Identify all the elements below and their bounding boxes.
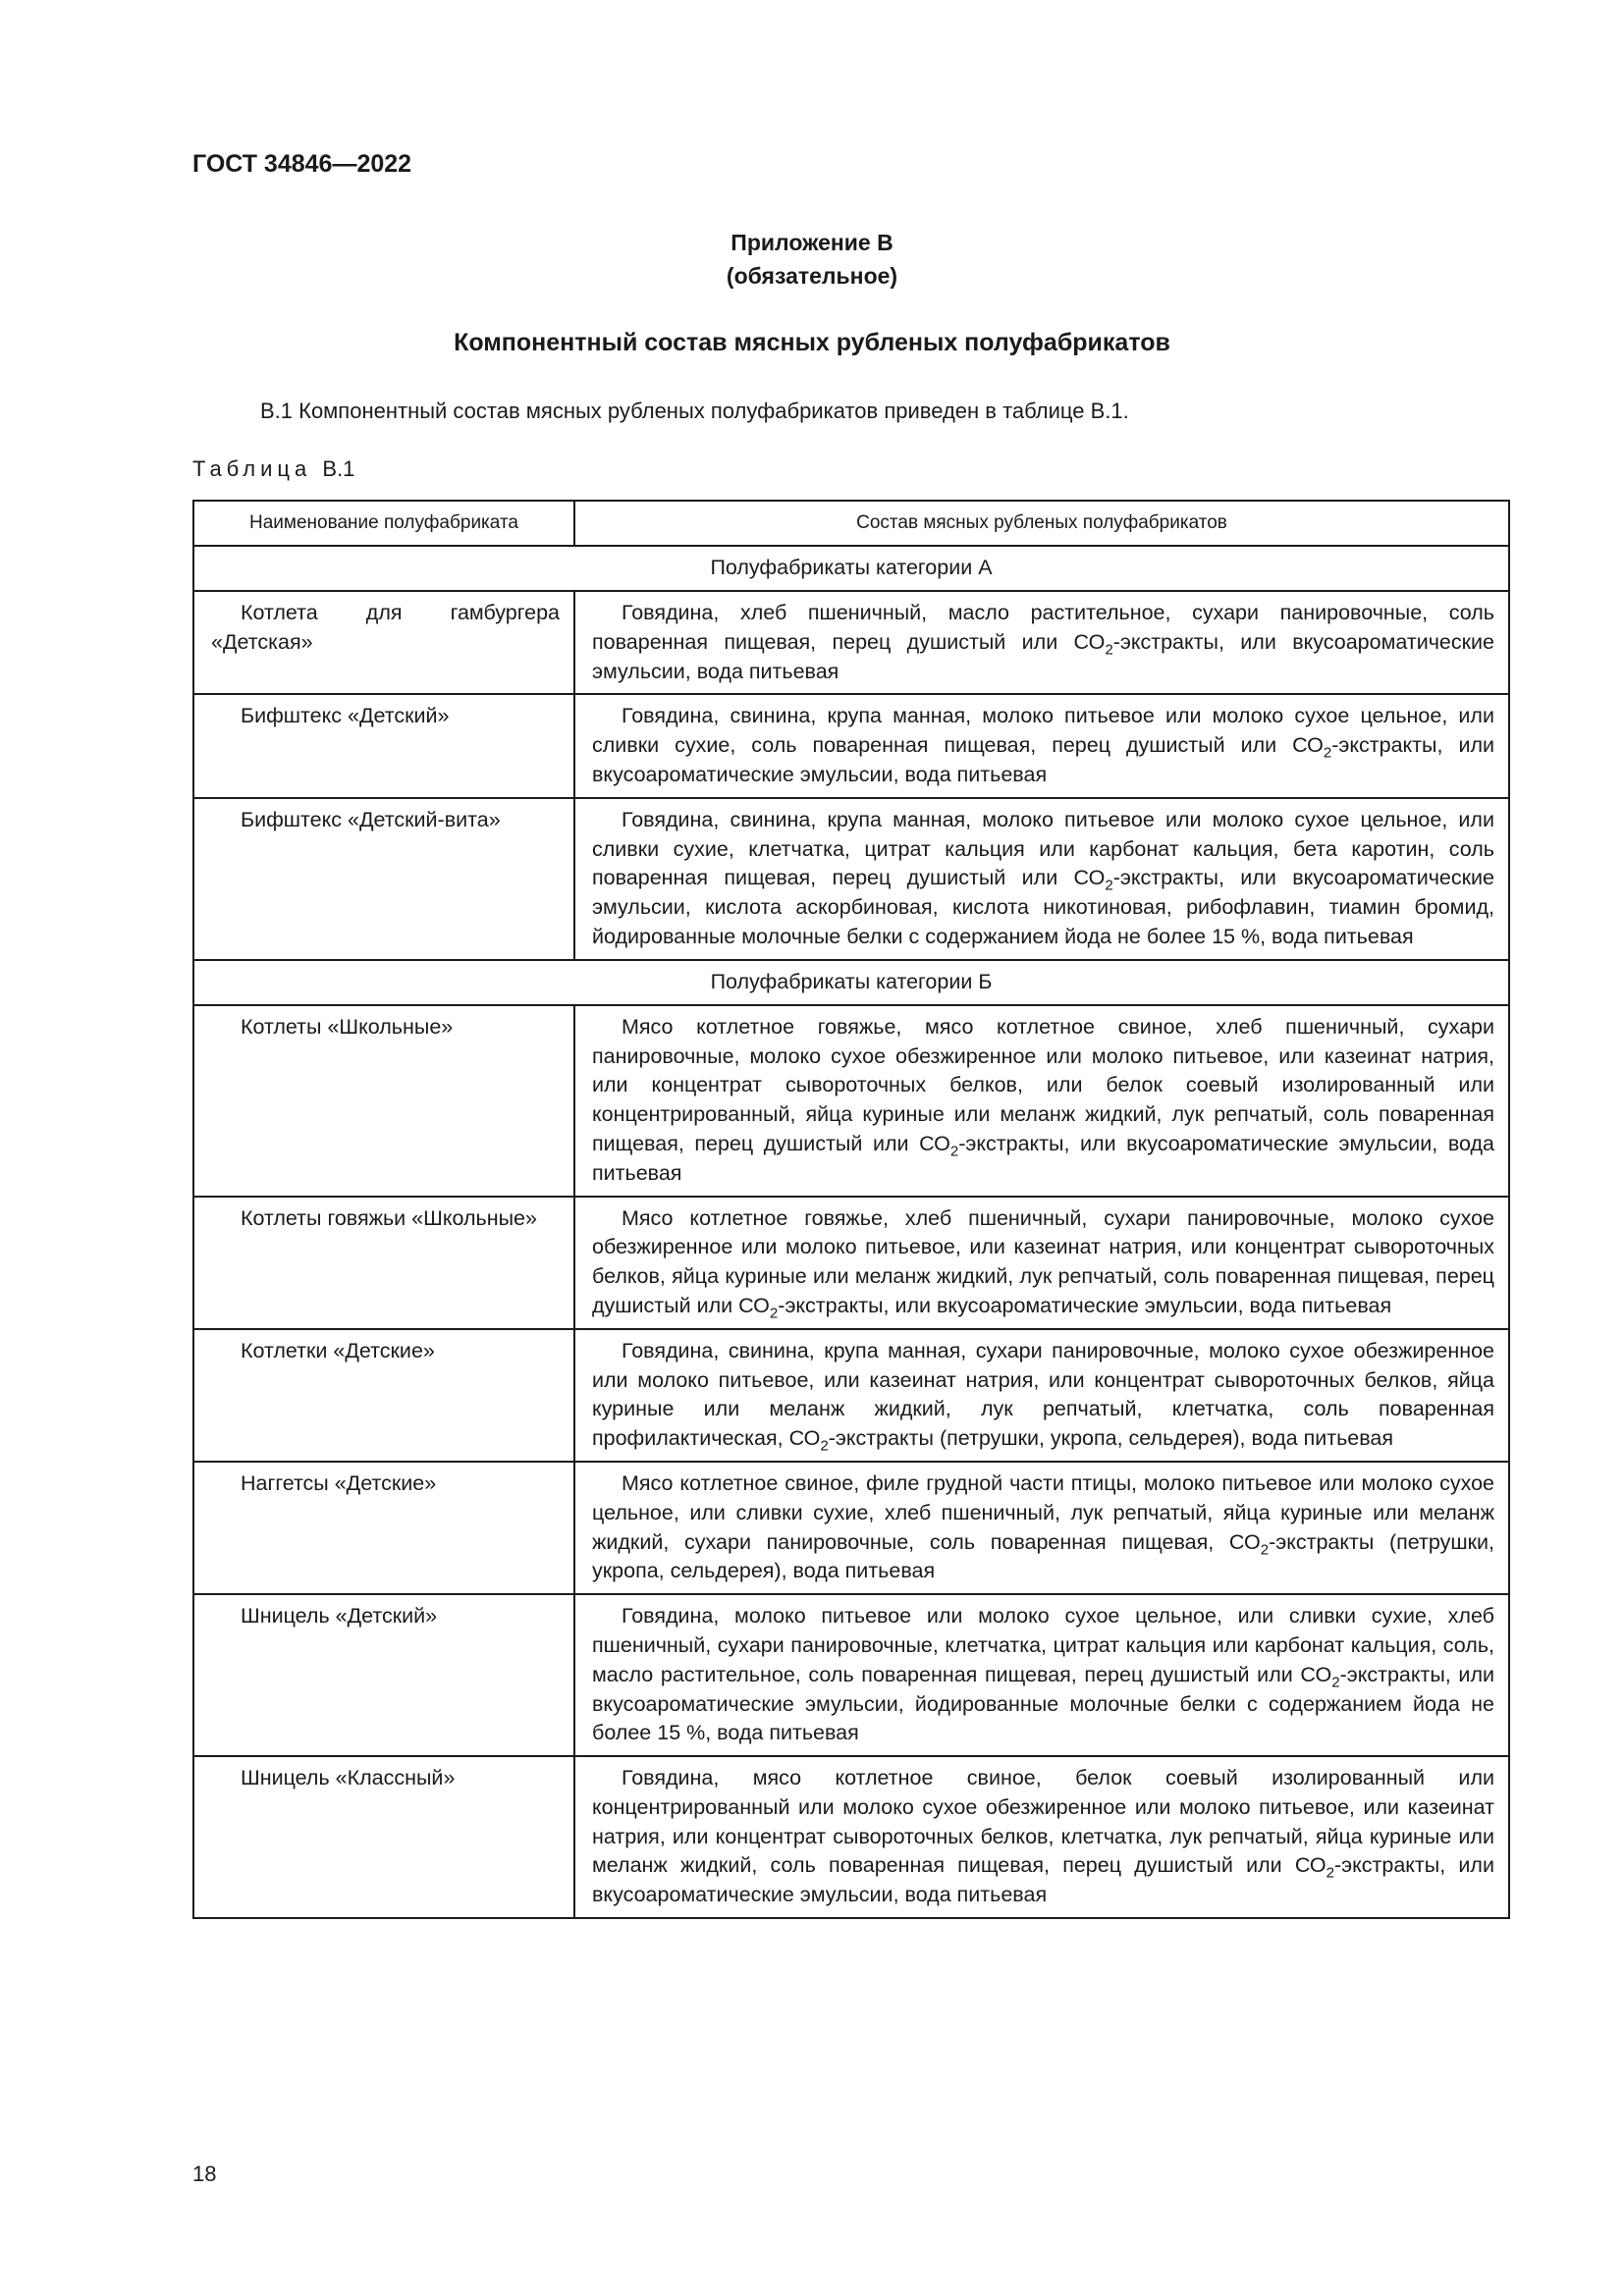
table-row [193,1197,1509,1329]
table-row [193,798,1509,960]
row-name: Наггетсы «Детские» [193,1462,574,1594]
table-row [193,1594,1509,1756]
category-row [193,960,1509,1005]
composition-table [192,500,1510,1919]
row-name: Котлета для гамбургера «Детская» [193,591,574,694]
category-row [193,546,1509,591]
row-composition: Говядина, свинина, крупа манная, молоко питьевое или молоко сухое цельное, или сливки сухие, клетчатка, цитрат кальция или карбонат кальция, бета каротин, соль поваренная пищевая, перец душистый или $СО_2$-экстракты, или вкусоароматические эмульсии, кислота аскорбиновая, кислота никотиновая, рибофлавин, тиамин бромид, йодированные молочные белки с содержанием йода не более 15 %, вода питьевая [574,798,1509,960]
intro-paragraph: В.1 Компонентный состав мясных рубленых полуфабрикатов приведен в таблице В.1. [260,399,1129,423]
row-name: Бифштекс «Детский» [193,694,574,797]
row-composition: Мясо котлетное свиное, филе грудной части птицы, молоко питьевое или молоко сухое цельное, или сливки сухие, хлеб пшеничный, лук репчатый, яйца куриные или меланж жидкий, сухари панировочные, соль поваренная пищевая, $СО_2$-экстракты (петрушки, укропа, сельдерея), вода питьевая [574,1462,1509,1594]
table-row [193,694,1509,797]
section-title: Компонентный состав мясных рубленых полуфабрикатов [454,329,1170,356]
appendix-status: (обязательное) [726,263,898,289]
table-row [193,591,1509,694]
page-number: 18 [192,2162,217,2186]
row-composition: Говядина, молоко питьевое или молоко сухое цельное, или сливки сухие, хлеб пшеничный, сухари панировочные, клетчатка, цитрат кальция или карбонат кальция, соль, масло растительное, соль поваренная пищевая, перец душистый или $СО_2$-экстракты, или вкусоароматические эмульсии, йодированные молочные белки с содержанием йода не более 15 %, вода питьевая [574,1594,1509,1756]
header-name: Наименование полуфабриката [193,501,574,546]
appendix-title: Приложение В [731,230,893,255]
row-composition: Говядина, хлеб пшеничный, масло растительное, сухари панировочные, соль поваренная пищевая, перец душистый или $СО_2$-экстракты, или вкусоароматические эмульсии, вода питьевая [574,591,1509,694]
appendix-heading [0,226,1624,293]
row-name: Котлетки «Детские» [193,1329,574,1462]
table-caption-word: Таблица [192,456,312,481]
table-row [193,1005,1509,1197]
row-name: Бифштекс «Детский-вита» [193,798,574,960]
row-name: Котлеты «Школьные» [193,1005,574,1197]
category-b-label: Полуфабрикаты категории Б [193,960,1509,1005]
table-caption [192,456,354,482]
row-composition: Говядина, свинина, крупа манная, сухари панировочные, молоко сухое обезжиренное или молоко питьевое, или казеинат натрия, или концентрат сывороточных белков, яйца куриные или меланж жидкий, лук репчатый, клетчатка, соль поваренная профилактическая, $СО_2$-экстракты (петрушки, укропа, сельдерея), вода питьевая [574,1329,1509,1462]
row-name: Шницель «Детский» [193,1594,574,1756]
row-name: Котлеты говяжьи «Школьные» [193,1197,574,1329]
table-header-row [193,501,1509,546]
table-row [193,1329,1509,1462]
row-composition: Говядина, мясо котлетное свиное, белок соевый изолированный или концентрированный или молоко сухое обезжиренное или молоко питьевое, или казеинат натрия, или концентрат сывороточных белков, клетчатка, лук репчатый, яйца куриные или меланж жидкий, соль поваренная пищевая, перец душистый или $СО_2$-экстракты, или вкусоароматические эмульсии, вода питьевая [574,1756,1509,1918]
table-row [193,1462,1509,1594]
table-row [193,1756,1509,1918]
table-caption-number: В.1 [322,456,355,481]
document-code: ГОСТ 34846—2022 [192,150,412,178]
header-composition: Состав мясных рубленых полуфабрикатов [574,501,1509,546]
row-composition: Мясо котлетное говяжье, хлеб пшеничный, сухари панировочные, молоко сухое обезжиренное или молоко питьевое, или казеинат натрия, или концентрат сывороточных белков, яйца куриные или меланж жидкий, лук репчатый, соль поваренная пищевая, перец душистый или $СО_2$-экстракты, или вкусоароматические эмульсии, вода питьевая [574,1197,1509,1329]
category-a-label: Полуфабрикаты категории А [193,546,1509,591]
row-composition: Мясо котлетное говяжье, мясо котлетное свиное, хлеб пшеничный, сухари панировочные, молоко сухое обезжиренное или молоко питьевое, или казеинат натрия, или концентрат сывороточных белков, или белок соевый изолированный или концентрированный, яйца куриные или меланж жидкий, лук репчатый, соль поваренная пищевая, перец душистый или $СО_2$-экстракты, или вкусоароматические эмульсии, вода питьевая [574,1005,1509,1197]
row-name: Шницель «Классный» [193,1756,574,1918]
row-composition: Говядина, свинина, крупа манная, молоко питьевое или молоко сухое цельное, или сливки сухие, соль поваренная пищевая, перец душистый или $СО_2$-экстракты, или вкусоароматические эмульсии, вода питьевая [574,694,1509,797]
